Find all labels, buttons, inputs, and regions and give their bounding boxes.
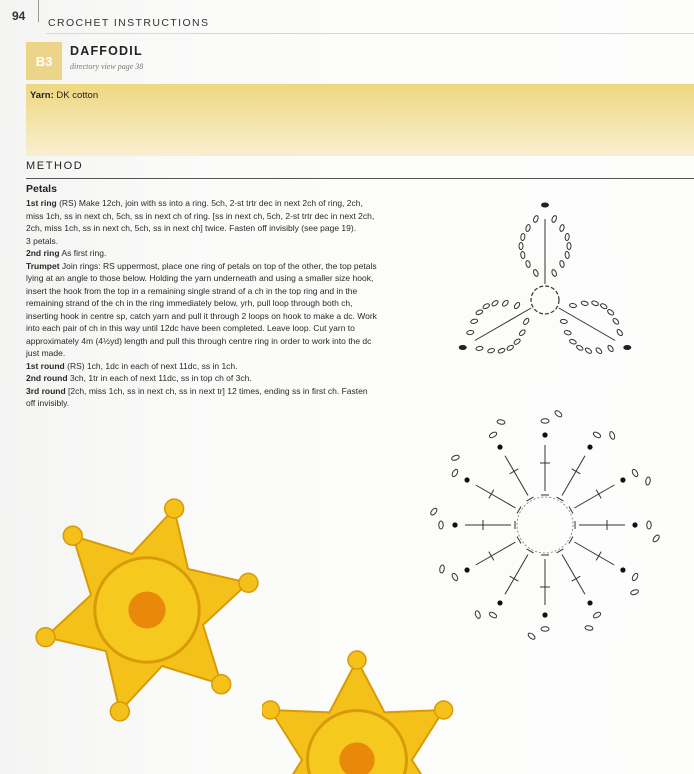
trumpet-centre — [128, 591, 165, 628]
chain-stitch — [520, 233, 525, 240]
chain-stitch — [591, 300, 599, 306]
treble-stitch — [574, 485, 614, 508]
chain-stitch — [467, 330, 474, 335]
chain-stitch — [439, 521, 443, 529]
step-text: 3ch, 1tr in each of next 11dc, ss in top ch of 3ch. — [69, 373, 252, 383]
chain-stitch — [501, 299, 509, 307]
project-title: DAFFODIL — [70, 44, 143, 58]
chain-stitch — [519, 243, 523, 250]
chain-stitch — [559, 224, 565, 232]
petal-tip — [110, 702, 129, 721]
centre-ring — [531, 286, 559, 314]
chain-stitch — [584, 347, 592, 354]
treble-stitch — [562, 554, 585, 594]
treble-stitch — [476, 542, 516, 565]
centre-ring — [517, 497, 573, 553]
chain-stitch — [488, 431, 497, 439]
treble-bar — [510, 469, 519, 474]
step-text: (RS) Make 12ch, join with ss into a ring. 5ch, 2-st trtr dec in next 2ch of ring, 2ch, miss 1ch, ss in next ch, 5ch, ss in next ch of ring. [ss in next ch, 5ch, 2-st trtr dec in next 2ch, 2ch, miss 1ch, ss in next ch, 5ch, ss in next ch] twice. Fasten off invisibly (see page 19). — [26, 198, 375, 233]
slip-stitch — [620, 567, 625, 572]
chain-stitch — [520, 251, 525, 258]
chain-stitch — [488, 611, 497, 619]
directory-reference: directory view page 38 — [70, 62, 144, 71]
petal-tip — [212, 675, 231, 694]
chain-stitch — [559, 260, 565, 268]
chain-stitch — [551, 215, 557, 223]
chain-stitch — [581, 300, 589, 306]
chain-stitch — [518, 329, 526, 337]
chain-stitch — [513, 338, 521, 345]
step-label: 3rd round — [26, 385, 66, 396]
step-label: 1st ring — [26, 198, 57, 208]
running-head: CROCHET INSTRUCTIONS — [48, 17, 210, 29]
page-number: 94 — [12, 9, 26, 23]
chain-stitch — [612, 317, 620, 325]
step-text: (RS) 1ch, 1dc in each of next 11dc, ss in 1ch. — [67, 360, 238, 371]
slip-stitch — [620, 477, 625, 482]
chain-stitch — [533, 269, 539, 277]
step — [26, 247, 378, 260]
yarn-value: DK cotton — [56, 90, 99, 101]
chain-stitch — [607, 344, 614, 352]
chain-stitch — [585, 625, 594, 631]
step-text: [2ch, miss 1ch, ss in next ch, ss in next tr] 12 times, ending ss in first ch. Fasten off invisibly. — [26, 385, 368, 408]
treble-stitch — [505, 456, 528, 496]
slip-stitch — [542, 432, 547, 437]
instructions — [26, 197, 378, 410]
chain-stitch — [522, 317, 529, 325]
chain-stitch — [506, 344, 514, 351]
petal-tip — [239, 573, 258, 592]
yarn-label: Yarn: — [30, 90, 54, 101]
chain-stitch — [592, 431, 601, 439]
treble-bar — [489, 552, 494, 561]
petal-tip — [435, 701, 453, 719]
chain-stitch — [600, 303, 608, 310]
daffodil-1 — [36, 499, 258, 721]
slip-stitch — [497, 444, 502, 449]
slip-stitch — [464, 477, 469, 482]
step — [26, 360, 378, 373]
step-text: As first ring. — [61, 248, 107, 258]
treble-stitch — [505, 554, 528, 594]
step-text: Join rings: RS uppermost, place one ring of petals on top of the other, the top petals lying at an angle to those below. Holding the yarn underneath and using a smaller size hook, insert the hook from the top in a remaining single strand of a ch in the top ring and in the remaining strand of the ch in the ring immediately below, yrh, pull loop through both ch, inserting hook in centre sp, catch yarn and pull it through 2 loops on hook to make a dc. Work into each pair of ch in this way until 12dc have been completed. Leave loop. Cut yarn to approximately 4m (4½yd) length and pull this through centre ring in order to work into the dc just made. — [26, 260, 377, 358]
chain-stitch — [482, 303, 490, 310]
slip-stitch — [464, 567, 469, 572]
chain-stitch — [560, 319, 567, 324]
step — [26, 372, 378, 385]
step — [26, 197, 378, 235]
treble-stitch — [574, 542, 614, 565]
chain-stitch — [569, 303, 576, 308]
treble-bar — [510, 576, 519, 581]
treble-stitch — [476, 485, 516, 508]
step — [26, 385, 378, 410]
chain-stitch — [567, 243, 571, 250]
project-code-badge: B3 — [26, 42, 62, 80]
step-label: Trumpet — [26, 260, 60, 271]
chain-stitch — [541, 627, 549, 631]
chain-stitch — [609, 431, 616, 440]
slip-stitch — [542, 203, 549, 207]
header-rule — [46, 33, 694, 34]
chain-stitch — [474, 610, 481, 619]
daffodil-2 — [262, 651, 453, 774]
chain-stitch — [487, 348, 495, 354]
petal-tip — [63, 526, 82, 545]
petal-tip — [348, 651, 366, 669]
petal-tip — [262, 701, 279, 719]
slip-stitch — [497, 600, 502, 605]
dc-stitch — [557, 549, 564, 553]
chain-stitch — [616, 329, 623, 337]
chain-stitch — [554, 410, 563, 419]
step — [26, 235, 378, 248]
slip-stitch — [587, 600, 592, 605]
chain-stitch — [513, 302, 520, 310]
chain-stitch — [652, 534, 661, 543]
treble-stem — [559, 308, 615, 341]
chain-stitch — [607, 309, 615, 316]
slip-stitch — [459, 346, 466, 350]
petal-tip — [36, 628, 55, 647]
chain-stitch — [569, 339, 577, 345]
trumpet-round-chart — [430, 410, 661, 641]
slip-stitch — [542, 612, 547, 617]
chain-stitch — [630, 589, 639, 596]
chain-stitch — [525, 260, 531, 268]
petal-ring-chart — [459, 203, 631, 355]
dc-stitch — [527, 497, 534, 501]
treble-stem — [475, 308, 531, 341]
treble-bar — [572, 469, 581, 474]
daffodil-photo-2 — [262, 648, 472, 774]
chain-stitch — [647, 521, 651, 529]
step-label: 2nd round — [26, 373, 68, 383]
chain-stitch — [565, 251, 570, 258]
chain-stitch — [592, 611, 601, 619]
treble-bar — [572, 576, 581, 581]
slip-stitch — [587, 444, 592, 449]
treble-bar — [596, 552, 601, 561]
yarn-line — [30, 90, 98, 101]
header-divider — [38, 0, 39, 22]
chain-stitch — [631, 572, 639, 581]
crochet-chart-diagram — [410, 190, 680, 660]
chain-stitch — [645, 477, 651, 486]
chain-stitch — [439, 565, 445, 574]
chain-stitch — [527, 632, 536, 641]
method-rule — [26, 178, 694, 179]
chain-stitch — [525, 224, 531, 232]
slip-stitch — [632, 522, 637, 527]
chain-stitch — [451, 454, 460, 461]
chain-stitch — [551, 269, 557, 277]
treble-bar — [596, 490, 601, 499]
chain-stitch — [541, 419, 549, 423]
chain-stitch — [576, 344, 584, 351]
dc-stitch — [517, 537, 521, 544]
chain-stitch — [595, 347, 603, 355]
chain-stitch — [565, 233, 570, 240]
petals-heading: Petals — [26, 183, 57, 195]
chain-stitch — [631, 468, 639, 477]
chain-stitch — [451, 468, 459, 477]
chain-stitch — [498, 348, 506, 354]
yarn-band — [26, 84, 694, 156]
chain-stitch — [475, 309, 483, 315]
chain-stitch — [491, 300, 499, 307]
chain-stitch — [497, 419, 506, 425]
step — [26, 260, 378, 360]
chain-stitch — [430, 507, 439, 516]
chain-stitch — [533, 215, 539, 223]
treble-bar — [489, 490, 494, 499]
chain-stitch — [476, 346, 483, 351]
step-label: 1st round — [26, 360, 65, 371]
chain-stitch — [470, 318, 478, 324]
slip-stitch — [452, 522, 457, 527]
daffodil-photo-1 — [22, 498, 267, 738]
method-heading: METHOD — [26, 160, 84, 172]
step-label: 2nd ring — [26, 248, 60, 258]
dc-stitch — [569, 507, 573, 514]
petal-tip — [165, 499, 184, 518]
step-text: 3 petals. — [26, 235, 59, 246]
slip-stitch — [624, 346, 631, 350]
chain-stitch — [564, 330, 572, 336]
chain-stitch — [451, 572, 459, 581]
treble-stitch — [562, 456, 585, 496]
